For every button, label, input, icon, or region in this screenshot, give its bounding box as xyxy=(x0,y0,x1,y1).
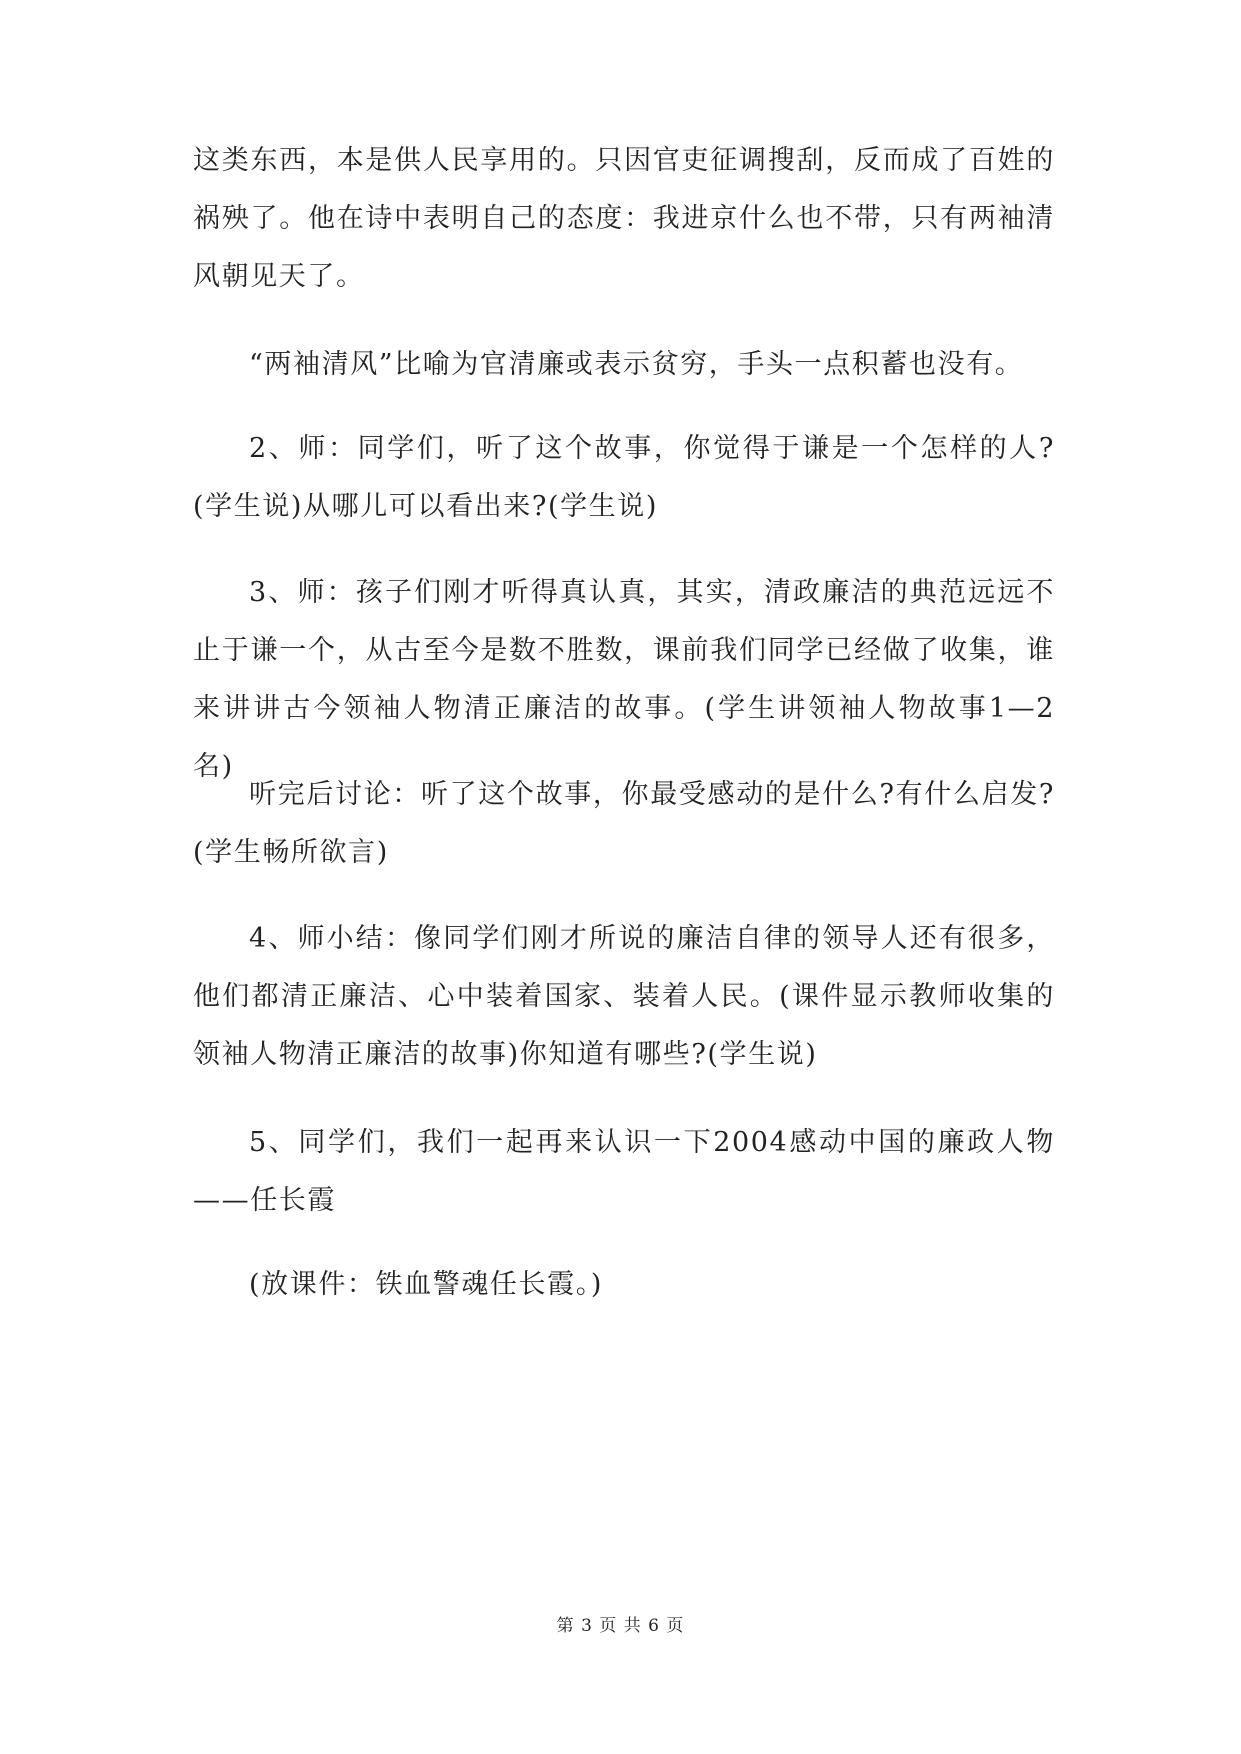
paragraph-8: (放课件：铁血警魂任长霞。) xyxy=(249,1269,603,1300)
paragraph-6: 4、师小结：像同学们刚才所说的廉洁自律的领导人还有很多，他们都清正廉洁、心中装着国家、装着人民。(课件显示教师收集的领袖人物清正廉洁的故事)你知道有哪些?(学生说) xyxy=(193,923,1055,1070)
paragraph-7: 5、同学们，我们一起再来认识一下2004感动中国的廉政人物——任长霞 xyxy=(193,1127,1055,1216)
paragraph-4: 3、师：孩子们刚才听得真认真，其实，清政廉洁的典范远远不止于谦一个，从古至今是数不胜数，课前我们同学已经做了收集，谁来讲讲古今领袖人物清正廉洁的故事。(学生讲领袖人物故事1—2名) xyxy=(193,577,1055,782)
paragraph-5: 听完后讨论：听了这个故事，你最受感动的是什么?有什么启发?(学生畅所欲言) xyxy=(193,779,1055,868)
paragraph-2: “两袖清风”比喻为官清廉或表示贫穷，手头一点积蓄也没有。 xyxy=(249,349,1024,380)
page-number-footer: 第 3 页 共 6 页 xyxy=(556,1616,685,1636)
paragraph-3: 2、师：同学们，听了这个故事，你觉得于谦是一个怎样的人?(学生说)从哪儿可以看出来?(学生说) xyxy=(193,433,1055,522)
paragraph-1: 这类东西，本是供人民享用的。只因官吏征调搜刮，反而成了百姓的祸殃了。他在诗中表明自己的态度：我进京什么也不带，只有两袖清风朝见天了。 xyxy=(193,145,1055,292)
